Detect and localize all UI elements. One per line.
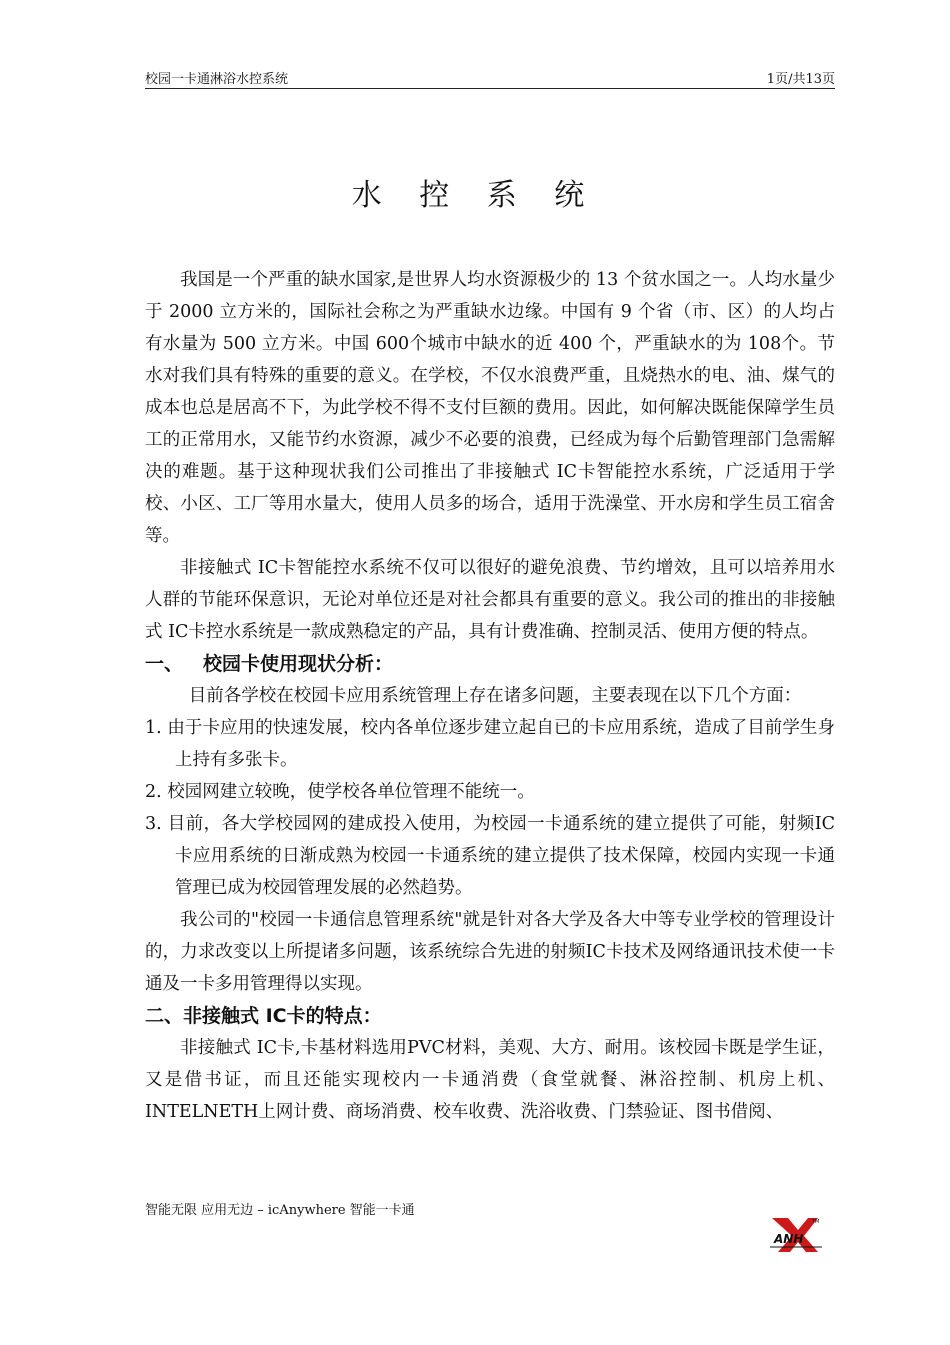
document-body [145,264,835,1128]
logo-tm: TM [812,1219,820,1225]
page-title: 水 控 系 统 [351,178,599,213]
section-1-intro: 目前各学校在校园卡应用系统管理上存在诸多问题，主要表现在以下几个方面： [188,686,802,706]
intro-paragraph-2: 非接触式 IC卡智能控水系统不仅可以很好的避免浪费、节约增效，且可以培养用水人群的节能环保意识，无论对单位还是对社会都具有重要的意义。我公司的推出的非接触式 IC卡控水系统是一款成熟稳定的产品，具有计费准确、控制灵活、使用方便的特点。 [145,558,835,642]
header-document-title: 校园一卡通淋浴水控系统 [145,72,289,87]
page-header [145,66,835,89]
section-1-heading [145,648,835,680]
logo-text: ANH [774,1232,804,1246]
intro-paragraph-1: 我国是一个严重的缺水国家,是世界人均水资源极少的 13 个贫水国之一。人均水量少于 2000 立方米的，国际社会称之为严重缺水边缘。中国有 9 个省（市、区）的人均占有水量为 500 立方米。中国 600个城市中缺水的近 400 个，严重缺水的为 108个。节水对我们具有特殊的重要的意义。在学校，不仅水浪费严重，且烧热水的电、油、煤气的成本也总是居高不下，为此学校不得不支付巨额的费用。因此，如何解决既能保障学生员工的正常用水，又能节约水资源，减少不必要的浪费，已经成为每个后勤管理部门急需解决的难题。基于这种现状我们公司推出了非接触式 IC卡智能控水系统，广泛适用于学校、小区、工厂等用水量大，使用人员多的场合，适用于洗澡堂、开水房和学生员工宿舍等。 [145,270,835,546]
section-2-heading: 二、非接触式 IC卡的特点： [145,1005,382,1027]
anh-logo-icon [768,1216,826,1254]
list-item: 2. 校园网建立较晚，使学校各单位管理不能统一。 [145,782,535,802]
section-2-paragraph: 非接触式 IC卡,卡基材料选用PVC材料，美观、大方、耐用。该校园卡既是学生证，又是借书证，而且还能实现校内一卡通消费（食堂就餐、淋浴控制、机房上机、INTELNETH上网计费、商场消费、校车收费、洗浴收费、门禁验证、图书借阅、 [145,1038,835,1122]
anh-logo [768,1216,826,1254]
list-item: 1. 由于卡应用的快速发展，校内各单位逐步建立起自已的卡应用系统，造成了目前学生身上持有多张卡。 [145,718,835,770]
footer-slogan: 智能无限 应用无边 – icAnywhere 智能一卡通 [145,1203,415,1218]
list-item: 3. 目前，各大学校园网的建成投入使用，为校园一卡通系统的建立提供了可能，射频IC卡应用系统的日渐成熟为校园一卡通系统的建立提供了技术保障，校园内实现一卡通管理已成为校园管理发展的必然趋势。 [145,814,835,898]
header-page-number: 1页/共13页 [766,72,835,87]
section-1-heading-text: 校园卡使用现状分析： [203,653,394,675]
section-1-number: 一、 [145,653,184,675]
section-1-closing: 我公司的"校园一卡通信息管理系统"就是针对各大学及各大中等专业学校的管理设计的，力求改变以上所提诸多问题，该系统综合先进的射频IC卡技术及网络通讯技术使一卡通及一卡多用管理得以实现。 [145,910,835,994]
